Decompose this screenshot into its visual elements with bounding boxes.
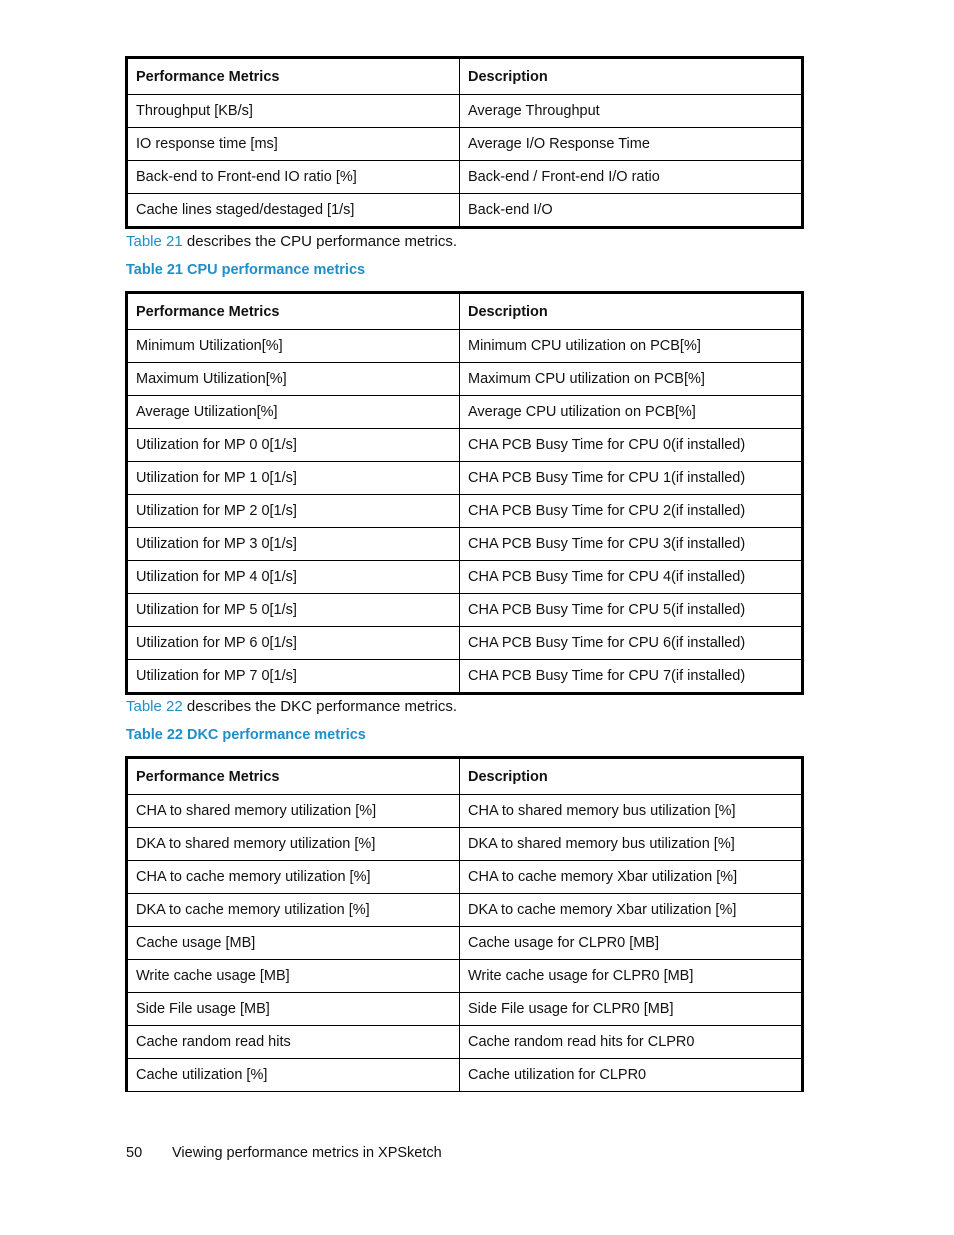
- metric-name-cell: Cache random read hits: [127, 1026, 460, 1059]
- table-row: [127, 396, 803, 429]
- metric-description-cell: Cache random read hits for CLPR0: [460, 1026, 803, 1059]
- metric-name-cell: Utilization for MP 5 0[1/s]: [127, 594, 460, 627]
- metric-description-cell: Average Throughput: [460, 95, 803, 128]
- metric-description-cell: CHA to cache memory Xbar utilization [%]: [460, 861, 803, 894]
- dkc-performance-metrics-table: [125, 756, 804, 1092]
- metric-name-cell: Side File usage [MB]: [127, 993, 460, 1026]
- metric-description-cell: Back-end / Front-end I/O ratio: [460, 161, 803, 194]
- metric-description-cell: Cache usage for CLPR0 [MB]: [460, 927, 803, 960]
- metric-description-cell: CHA PCB Busy Time for CPU 2(if installed): [460, 495, 803, 528]
- table-header-row: [127, 58, 803, 95]
- metric-name-cell: Throughput [KB/s]: [127, 95, 460, 128]
- metric-description-cell: Average I/O Response Time: [460, 128, 803, 161]
- header-description: Description: [460, 293, 803, 330]
- table-21-caption: Table 21 CPU performance metrics: [126, 262, 366, 278]
- table-row: [127, 594, 803, 627]
- table-row: [127, 795, 803, 828]
- table-row: [127, 128, 803, 161]
- table-row: [127, 1059, 803, 1092]
- cpu-performance-metrics-table: [125, 291, 804, 695]
- metric-description-cell: DKA to cache memory Xbar utilization [%]: [460, 894, 803, 927]
- header-description: Description: [460, 758, 803, 795]
- metric-name-cell: Write cache usage [MB]: [127, 960, 460, 993]
- metric-description-cell: CHA PCB Busy Time for CPU 5(if installed): [460, 594, 803, 627]
- table-row: [127, 161, 803, 194]
- metric-name-cell: Utilization for MP 4 0[1/s]: [127, 561, 460, 594]
- metric-name-cell: Utilization for MP 0 0[1/s]: [127, 429, 460, 462]
- metric-description-cell: CHA PCB Busy Time for CPU 1(if installed): [460, 462, 803, 495]
- metric-name-cell: Utilization for MP 3 0[1/s]: [127, 528, 460, 561]
- metric-name-cell: Utilization for MP 7 0[1/s]: [127, 660, 460, 694]
- table-row: [127, 1026, 803, 1059]
- table-row: [127, 462, 803, 495]
- paragraph-text: describes the DKC performance metrics.: [182, 698, 457, 715]
- metric-description-cell: CHA to shared memory bus utilization [%]: [460, 795, 803, 828]
- metric-name-cell: Average Utilization[%]: [127, 396, 460, 429]
- table-21-link[interactable]: Table 21: [126, 233, 183, 250]
- metric-name-cell: Utilization for MP 1 0[1/s]: [127, 462, 460, 495]
- page-number: 50: [126, 1145, 143, 1161]
- metric-description-cell: CHA PCB Busy Time for CPU 6(if installed): [460, 627, 803, 660]
- table-row: [127, 927, 803, 960]
- table-row: [127, 627, 803, 660]
- table-22-caption: Table 22 DKC performance metrics: [126, 727, 366, 743]
- table-row: [127, 993, 803, 1026]
- table-row: [127, 363, 803, 396]
- header-performance-metrics: Performance Metrics: [127, 58, 460, 95]
- metric-description-cell: Write cache usage for CLPR0 [MB]: [460, 960, 803, 993]
- table-header-row: [127, 293, 803, 330]
- table-row: [127, 495, 803, 528]
- table-21-reference-paragraph: [126, 233, 457, 250]
- metric-description-cell: Minimum CPU utilization on PCB[%]: [460, 330, 803, 363]
- metric-description-cell: CHA PCB Busy Time for CPU 7(if installed): [460, 660, 803, 694]
- paragraph-text: describes the CPU performance metrics.: [182, 233, 457, 250]
- metric-description-cell: CHA PCB Busy Time for CPU 4(if installed): [460, 561, 803, 594]
- metric-description-cell: Cache utilization for CLPR0: [460, 1059, 803, 1092]
- metric-name-cell: IO response time [ms]: [127, 128, 460, 161]
- metric-name-cell: Back-end to Front-end IO ratio [%]: [127, 161, 460, 194]
- metric-name-cell: CHA to shared memory utilization [%]: [127, 795, 460, 828]
- table-row: [127, 330, 803, 363]
- table-row: [127, 528, 803, 561]
- metric-name-cell: DKA to cache memory utilization [%]: [127, 894, 460, 927]
- table-header-row: [127, 758, 803, 795]
- metric-name-cell: Cache utilization [%]: [127, 1059, 460, 1092]
- metric-description-cell: Back-end I/O: [460, 194, 803, 228]
- metric-name-cell: Cache lines staged/destaged [1/s]: [127, 194, 460, 228]
- header-description: Description: [460, 58, 803, 95]
- metric-name-cell: Utilization for MP 6 0[1/s]: [127, 627, 460, 660]
- metric-description-cell: CHA PCB Busy Time for CPU 0(if installed): [460, 429, 803, 462]
- metric-name-cell: Cache usage [MB]: [127, 927, 460, 960]
- header-performance-metrics: Performance Metrics: [127, 293, 460, 330]
- metric-name-cell: Minimum Utilization[%]: [127, 330, 460, 363]
- table-row: [127, 429, 803, 462]
- header-performance-metrics: Performance Metrics: [127, 758, 460, 795]
- metric-name-cell: Utilization for MP 2 0[1/s]: [127, 495, 460, 528]
- table-row: [127, 95, 803, 128]
- page-footer: [126, 1145, 442, 1161]
- table-row: [127, 828, 803, 861]
- table-row: [127, 960, 803, 993]
- performance-metrics-table-continued: [125, 56, 804, 229]
- metric-description-cell: CHA PCB Busy Time for CPU 3(if installed): [460, 528, 803, 561]
- metric-description-cell: Average CPU utilization on PCB[%]: [460, 396, 803, 429]
- table-row: [127, 194, 803, 228]
- table-row: [127, 561, 803, 594]
- table-row: [127, 894, 803, 927]
- table-row: [127, 861, 803, 894]
- metric-description-cell: DKA to shared memory bus utilization [%]: [460, 828, 803, 861]
- metric-name-cell: CHA to cache memory utilization [%]: [127, 861, 460, 894]
- table-22-link[interactable]: Table 22: [126, 698, 183, 715]
- table-22-reference-paragraph: [126, 698, 457, 715]
- table-row: [127, 660, 803, 694]
- metric-name-cell: DKA to shared memory utilization [%]: [127, 828, 460, 861]
- footer-section-title: Viewing performance metrics in XPSketch: [172, 1145, 442, 1161]
- metric-description-cell: Side File usage for CLPR0 [MB]: [460, 993, 803, 1026]
- metric-name-cell: Maximum Utilization[%]: [127, 363, 460, 396]
- metric-description-cell: Maximum CPU utilization on PCB[%]: [460, 363, 803, 396]
